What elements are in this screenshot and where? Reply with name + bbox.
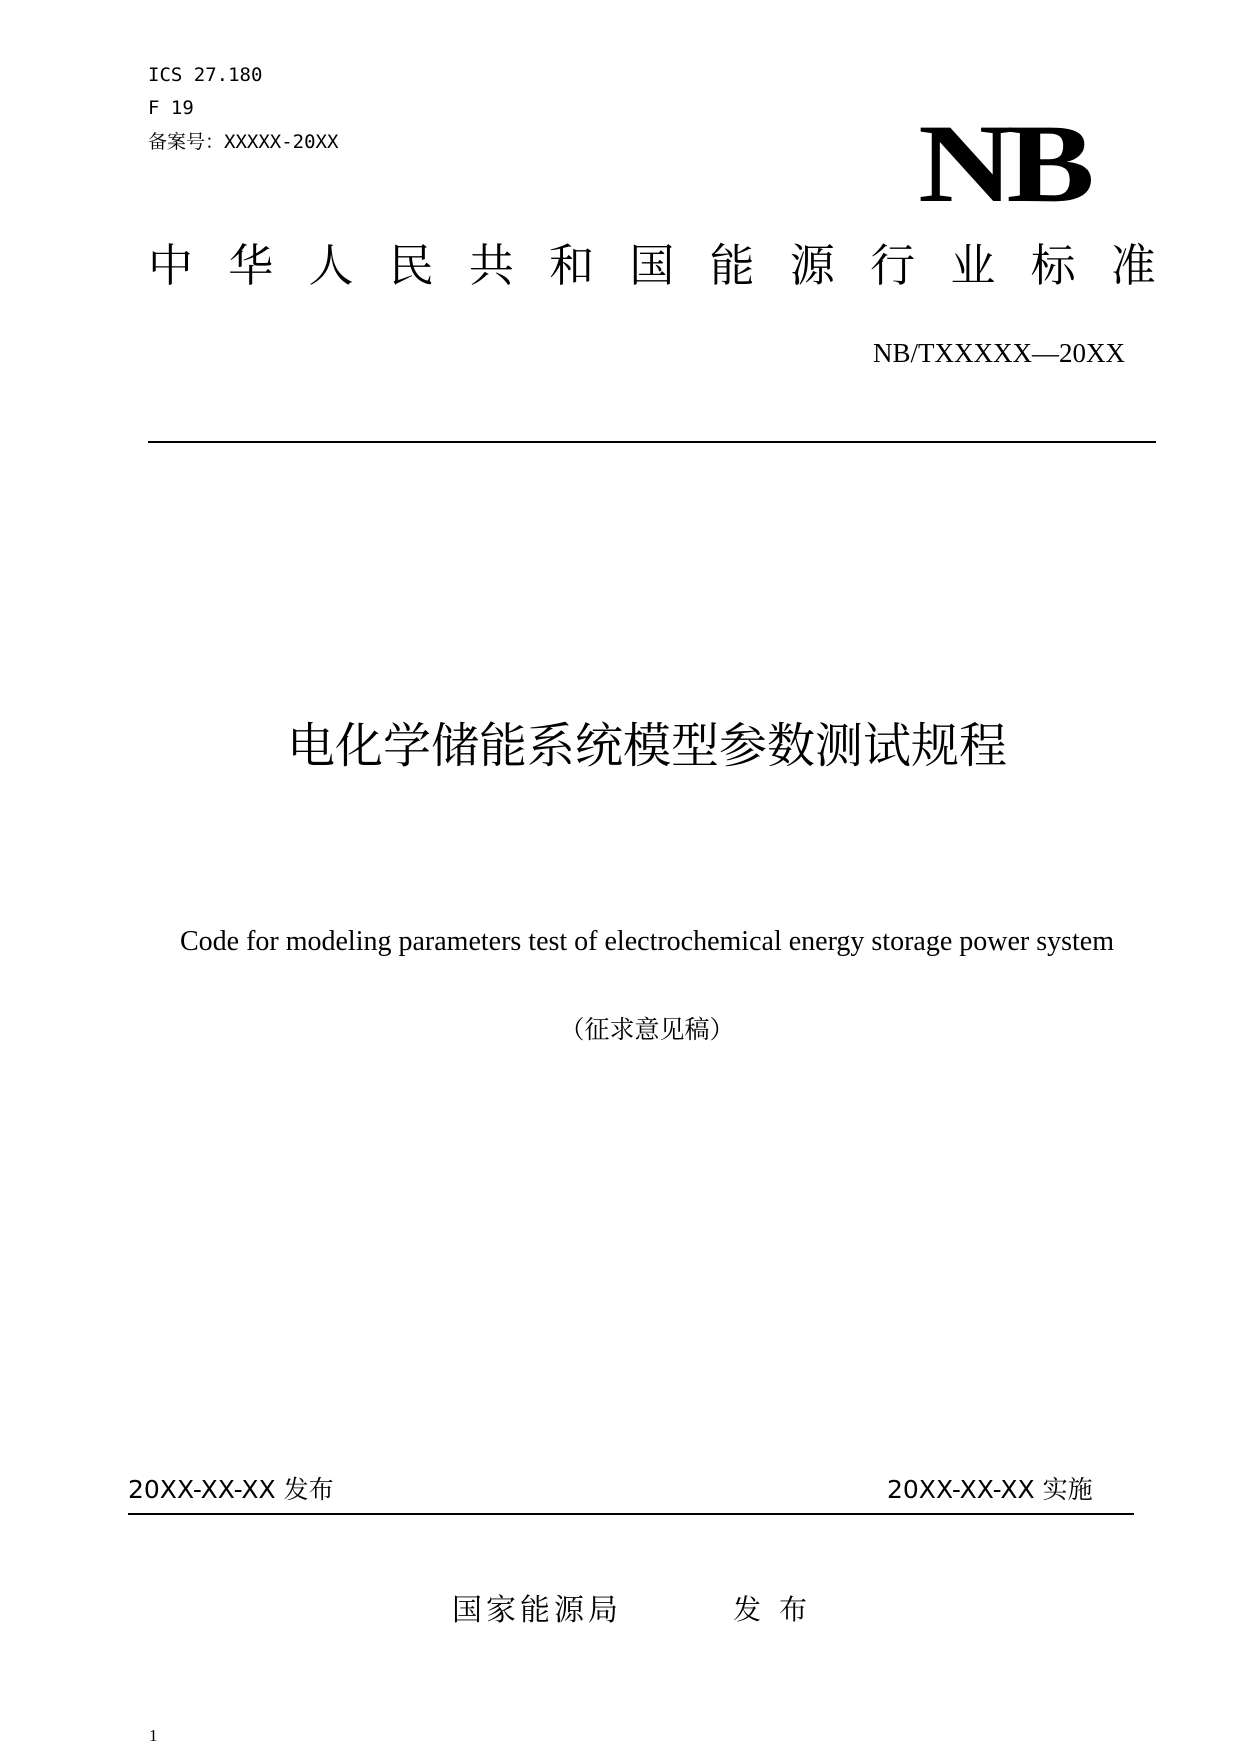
standard-title-char: 和 [549,239,595,292]
footer-divider [128,1513,1134,1515]
standard-title-char: 国 [629,239,675,292]
standard-title-char: 能 [709,239,755,292]
standard-title-char: 华 [228,239,274,292]
standard-title-char: 准 [1110,239,1156,292]
standard-title-char: 中 [148,239,194,292]
issue-label: 发布 [733,1593,826,1626]
standard-title-char: 源 [789,239,835,292]
header-divider [148,441,1156,443]
standard-title [148,239,1156,292]
draft-status: （征求意见稿） [559,1015,735,1044]
document-title: 电化学储能系统模型参数测试规程 [286,718,1007,774]
filing-number: 备案号：XXXXX-20XX [148,131,339,153]
standard-number: NB/TXXXXX—20XX [873,338,1125,368]
implement-date: 20XX-XX-XX 实施 [887,1475,1093,1504]
standard-title-char: 人 [308,239,354,292]
clc-code: F 19 [148,97,194,119]
page-number: 1 [149,1726,158,1745]
standard-title-char: 共 [468,239,514,292]
publish-date: 20XX-XX-XX 发布 [128,1475,334,1504]
standard-title-char: 业 [950,239,996,292]
ics-code: ICS 27.180 [148,64,263,86]
nb-logo: NB [918,102,1088,226]
document-title-english: Code for modeling parameters test of electrochemical energy storage power system [179,926,1115,957]
standard-title-char: 民 [388,239,434,292]
standard-title-char: 标 [1030,239,1076,292]
standard-title-char: 行 [870,239,916,292]
issuing-authority: 国家能源局 [452,1593,622,1628]
